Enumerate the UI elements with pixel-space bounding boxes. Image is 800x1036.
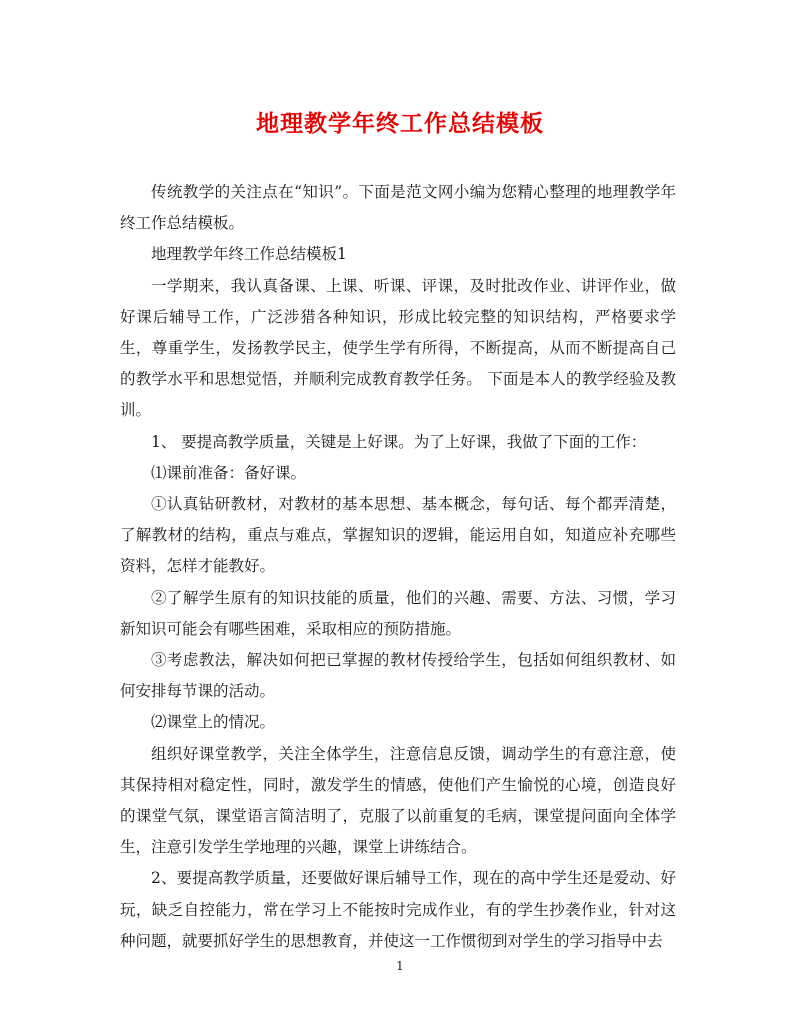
document-body [120, 177, 676, 957]
body-paragraph: 组织好课堂教学，关注全体学生，注意信息反馈，调动学生的有意注意，使其保持相对稳定性，同时，激发学生的情感，使他们产生愉悦的心境，创造良好的课堂气氛，课堂语言简洁明了，克服了以前重复的毛病，课堂提问面向全体学生，注意引发学生学地理的兴趣，课堂上讲练结合。 [120, 744, 676, 857]
body-paragraph: 一学期来，我认真备课、上课、听课、评课，及时批改作业、讲评作业，做好课后辅导工作，广泛涉猎各种知识，形成比较完整的知识结构，严格要求学生，尊重学生，发扬教学民主，使学生学有所得，不断提高，从而不断提高自己的教学水平和思想觉悟，并顺利完成教育教学任务。 下面是本人的教学经验及教训。 [120, 276, 676, 420]
circled-item-2: ②了解学生原有的知识技能的质量，他们的兴趣、需要、方法、习惯，学习新知识可能会有哪些困难，采取相应的预防措施。 [120, 588, 676, 638]
sub-point-1: ⑴课前准备：备好课。 [151, 463, 307, 482]
section-heading: 地理教学年终工作总结模板1 [151, 245, 347, 264]
sub-point-2: ⑵课堂上的情况。 [151, 713, 276, 732]
intro-paragraph: 传统教学的关注点在“知识”。下面是范文网小编为您精心整理的地理教学年终工作总结模板。 [120, 183, 676, 233]
numbered-point-2: 2、要提高教学质量，还要做好课后辅导工作，现在的高中学生还是爱动、好玩，缺乏自控能力，常在学习上不能按时完成作业，有的学生抄袭作业，针对这种问题，就要抓好学生的思想教育，并使这一工作惯彻到对学生的学习指导中去 [120, 869, 676, 950]
circled-item-1: ①认真钻研教材，对教材的基本思想、基本概念，每句话、每个都弄清楚，了解教材的结构，重点与难点，掌握知识的逻辑，能运用自如，知道应补充哪些资料，怎样才能教好。 [120, 495, 676, 576]
document-title: 地理教学年终工作总结模板 [256, 110, 544, 137]
page-number: 1 [396, 959, 404, 973]
numbered-point-1: 1、 要提高教学质量，关键是上好课。为了上好课，我做了下面的工作： [151, 432, 647, 451]
circled-item-3: ③考虑教法，解决如何把已掌握的教材传授给学生，包括如何组织教材、如何安排每节课的活动。 [120, 651, 676, 701]
